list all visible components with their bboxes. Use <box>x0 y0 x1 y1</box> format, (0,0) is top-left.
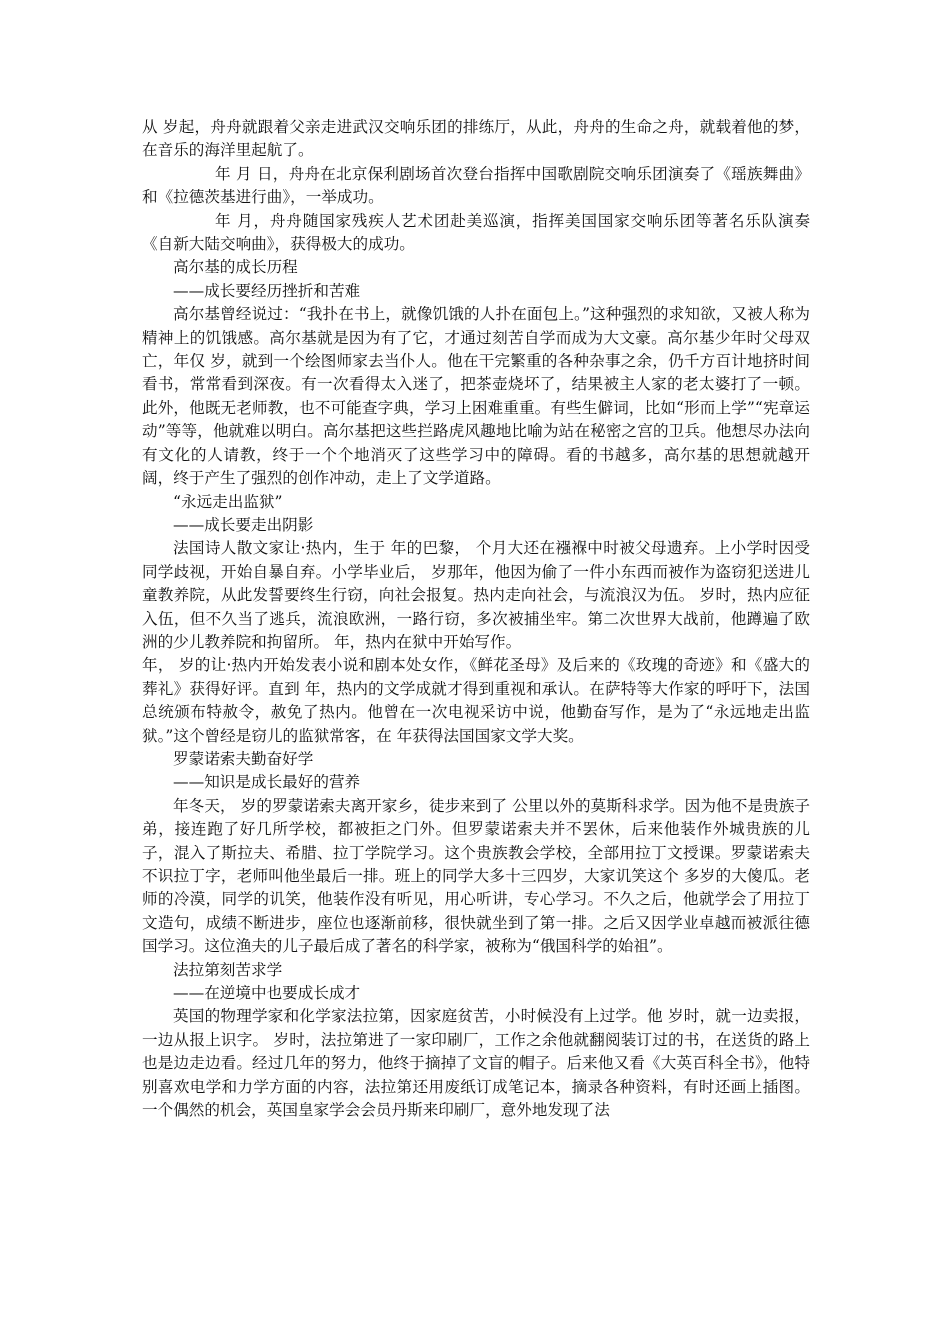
section-heading-faraday: 法拉第刻苦求学 <box>173 960 283 979</box>
section-subheading-genet: ——成长要走出阴影 <box>173 515 314 534</box>
section-heading-lomonosov: 罗蒙诺索夫勤奋好学 <box>173 749 314 768</box>
paragraph-zhouzhou-intro: 从 岁起，舟舟就跟着父亲走进武汉交响乐团的排练厅，从此，舟舟的生命之舟，就载着他的梦，在音乐的海洋里起航了。 <box>142 118 810 160</box>
paragraph-gorky: 高尔基曾经说过：“我扑在书上，就像饥饿的人扑在面包上。”这种强烈的求知欲，又被人称为精神上的饥饿感。高尔基就是因为有了它，才通过刻苦自学而成为大文豪。高尔基少年时父母双亡，年仅 岁，就到一个绘图师家去当仆人。他在干完繁重的各种杂事之余，仍千方百计地挤时间看书，常常看到深夜。有一次看得太入迷了，把茶壶烧坏了，结果被主人家的老太婆打了一顿。此外，他既无老师教，也不可能查字典，学习上困难重重。有些生僻词，比如“形而上学”“宪章运动”等等，他就难以明白。高尔基把这些拦路虎风趣地比喻为站在秘密之宫的卫兵。他想尽办法向有文化的人请教，终于一个个地消灭了这些学习中的障碍。看的书越多，高尔基的思想就越开阔，终于产生了强烈的创作冲动，走上了文学道路。 <box>142 305 810 488</box>
section-subheading-faraday: ——在逆境中也要成长成才 <box>173 984 361 1003</box>
paragraph-zhouzhou-tour: 年 月，舟舟随国家残疾人艺术团赴美巡演，指挥美国国家交响乐团等著名乐队演奏《自新大陆交响曲》，获得极大的成功。 <box>142 211 810 254</box>
section-subheading-lomonosov: ——知识是成长最好的营养 <box>173 773 361 792</box>
paragraph-genet-2: 年， 岁的让·热内开始发表小说和剧本处女作，《鲜花圣母》及后来的《玫瑰的奇迹》和《盛大的葬礼》获得好评。直到 年，热内的文学成就才得到重视和承认。在萨特等大作家的呼吁下，法国总统颁布特赦令，赦免了热内。他曾在一次电视采访中说，他勤奋写作，是为了“永远地走出监狱。”这个曾经是窃儿的监狱常客，在 年获得法国国家文学大奖。 <box>142 656 810 745</box>
section-heading-genet: “永远走出监狱” <box>173 492 283 511</box>
section-heading-gorky: 高尔基的成长历程 <box>173 258 298 277</box>
section-subheading-gorky: ——成长要经历挫折和苦难 <box>173 281 361 300</box>
paragraph-zhouzhou-debut: 年 月 日，舟舟在北京保利剧场首次登台指挥中国歌剧院交响乐团演奏了《瑶族舞曲》和《拉德茨基进行曲》，一举成功。 <box>142 164 810 207</box>
paragraph-faraday: 英国的物理学家和化学家法拉第，因家庭贫苦，小时候没有上过学。他 岁时，就一边卖报，一边从报上识字。 岁时，法拉第进了一家印刷厂，工作之余他就翻阅装订过的书，在送货的路上也是边走边看。经过几年的努力，他终于摘掉了文盲的帽子。后来他又看《大英百科全书》，他特别喜欢电学和力学方面的内容，法拉第还用废纸订成笔记本，摘录各种资料，有时还画上插图。一个偶然的机会，英国皇家学会会员丹斯来印刷厂，意外地发现了法 <box>142 1007 810 1120</box>
document-page <box>142 116 810 1122</box>
paragraph-lomonosov: 年冬天， 岁的罗蒙诺索夫离开家乡，徒步来到了 公里以外的莫斯科求学。因为他不是贵族子弟，接连跑了好几所学校，都被拒之门外。但罗蒙诺索夫并不罢休，后来他装作外城贵族的儿子，混入了斯拉夫、希腊、拉丁学院学习。这个贵族教会学校，全部用拉丁文授课。罗蒙诺索夫不识拉丁字，老师叫他坐最后一排。班上的同学大多十三四岁，大家讥笑这个 多岁的大傻瓜。老师的冷漠，同学的讥笑，他装作没有听见，用心听讲，专心学习。不久之后，他就学会了用拉丁文造句，成绩不断进步，座位也逐渐前移，很快就坐到了第一排。之后又因学业卓越而被派往德国学习。这位渔夫的儿子最后成了著名的科学家，被称为“俄国科学的始祖”。 <box>142 796 810 956</box>
paragraph-genet-1: 法国诗人散文家让·热内，生于 年的巴黎， 个月大还在襁褓中时被父母遗弃。上小学时因受同学歧视，开始自暴自弃。小学毕业后， 岁那年，他因为偷了一件小东西而被作为盗窃犯送进儿童教养院，从此发誓要终生行窃，向社会报复。热内走向社会，与流浪汉为伍。 岁时，热内应征入伍，但不久当了逃兵，流浪欧洲，一路行窃，多次被捕坐牢。第二次世界大战前，他蹲遍了欧洲的少儿教养院和拘留所。 年，热内在狱中开始写作。 <box>142 539 810 651</box>
